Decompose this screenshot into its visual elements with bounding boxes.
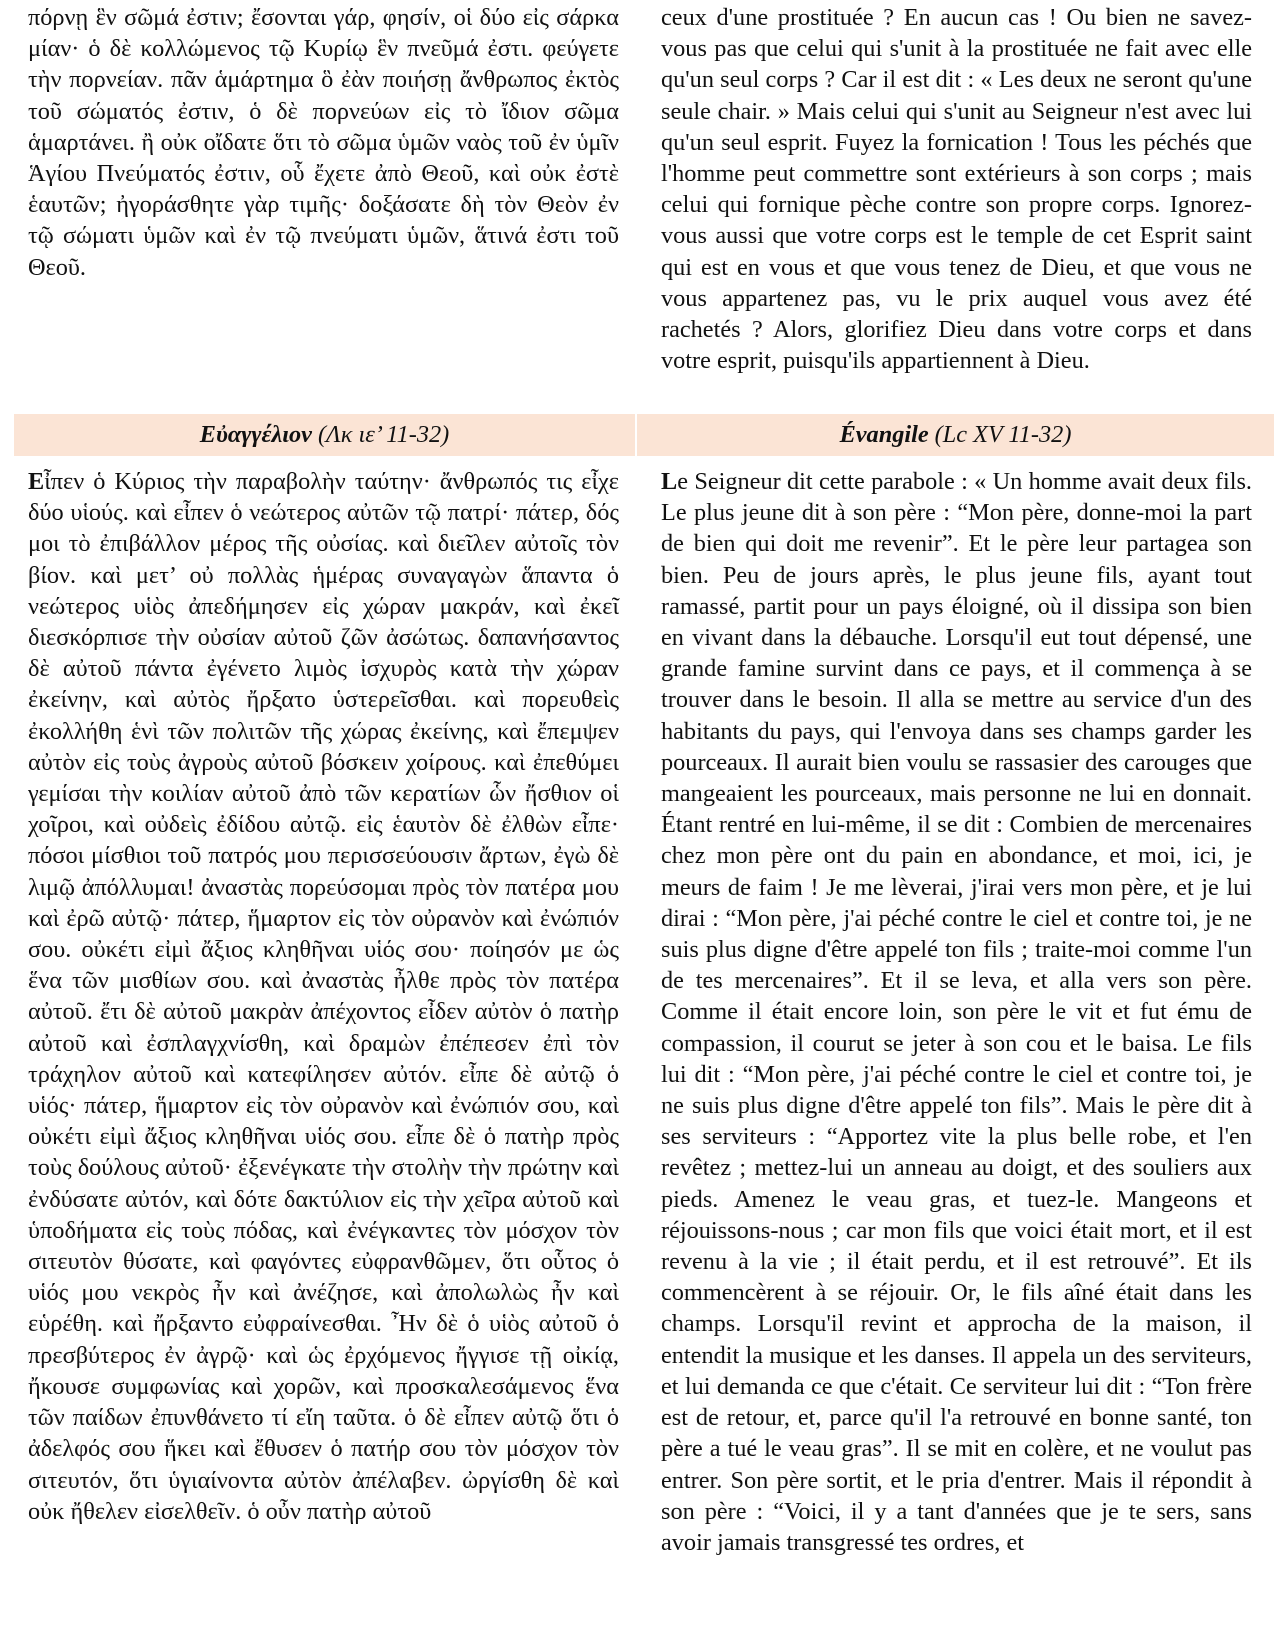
gospel-french-column [637, 466, 1274, 1558]
gospel-french-text: e Seigneur dit cette parabole : « Un homme avait deux fils. Le plus jeune dit à son père : “Mon père, donne-moi la part de bien qui doit me revenir”. Et le père leur partagea son bien. Peu de jours après, le plus jeune fils, ayant tout ramassé, partit pour un pays éloigné, où il dissipa son bien en vivant dans la débauche. Lorsqu'il eut tout dépensé, une grande famine survint dans ce pays, et il commença à se trouver dans le besoin. Il alla se mettre au service d'un des habitants du pays, qui l'envoya dans ses champs garder les pourceaux. Il aurait bien voulu se rassasier des carouges que mangeaient les pourceaux, mais personne ne lui en donnait. Étant rentré en lui-même, il se dit : Combien de mercenaires chez mon père ont du pain en abondance, et moi, ici, je meurs de faim ! Je me lèverai, j'irai vers mon père, et je lui dirai : “Mon père, j'ai péché contre le ciel et contre toi, je ne suis plus digne d'être appelé ton fils ; traite-moi comme l'un de tes mercenaires”. Et il se leva, et alla vers son père. Comme il était encore loin, son père le vit et fut ému de compassion, il courut se jeter à son cou et le baisa. Le fils lui dit : “Mon père, j'ai péché contre le ciel et contre toi, je ne suis plus digne d'être appelé ton fils”. Mais le père dit à ses serviteurs : “Apportez vite la plus belle robe, et l'en revêtez ; mettez-lui un anneau au doigt, et des souliers aux pieds. Amenez le veau gras, et tuez-le. Mangeons et réjouissons-nous ; car mon fils que voici était mort, et il est revenu à la vie ; il était perdu, et il est retrouvé”. Et ils commencèrent à se réjouir. Or, le fils aîné était dans les champs. Lorsqu'il revint et approcha de la maison, il entendit la musique et les danses. Il appela un des serviteurs, et lui demanda ce que c'était. Ce serviteur lui dit : “Ton frère est de retour, et, parce qu'il l'a retrouvé en bonne santé, ton père a tué le veau gras”. Il se mit en colère, et ne voulut pas entrer. Son père sortit, et le pria d'entrer. Mais il répondit à son père : “Voici, il y a tant d'années que je te sers, sans avoir jamais transgressé tes ordres, et [661, 468, 1252, 1556]
gospel-french-initial: L [661, 468, 678, 495]
gospel-section [14, 466, 1274, 1558]
gospel-greek-heading-title: Εὐαγγέλιον [199, 421, 312, 448]
epistle-section [14, 0, 1274, 376]
gospel-greek-paragraph [28, 466, 619, 1527]
gospel-french-heading [637, 414, 1274, 456]
gospel-greek-text: ἶπεν ὁ Κύριος τὴν παραβολὴν ταύτην· ἄνθρωπός τις εἶχε δύο υἱούς. καὶ εἶπεν ὁ νεώτερος αὐτῶν τῷ πατρί· πάτερ, δός μοι τὸ ἐπιβάλλον μέρος τῆς οὐσίας. καὶ διεῖλεν αὐτοῖς τὸν βίον. καὶ μετ’ οὐ πολλὰς ἡμέρας συναγαγὼν ἅπαντα ὁ νεώτερος υἱὸς ἀπεδήμησεν εἰς χώραν μακράν, καὶ ἐκεῖ διεσκόρπισε τὴν οὐσίαν αὐτοῦ ζῶν ἀσώτως. δαπανήσαντος δὲ αὐτοῦ πάντα ἐγένετο λιμὸς ἰσχυρὸς κατὰ τὴν χώραν ἐκείνην, καὶ αὐτὸς ἤρξατο ὑστερεῖσθαι. καὶ πορευθεὶς ἐκολλήθη ἑνὶ τῶν πολιτῶν τῆς χώρας ἐκείνης, καὶ ἔπεμψεν αὐτὸν εἰς τοὺς ἀγροὺς αὐτοῦ βόσκειν χοίρους. καὶ ἐπεθύμει γεμίσαι τὴν κοιλίαν αὐτοῦ ἀπὸ τῶν κερατίων ὧν ἤσθιον οἱ χοῖροι, καὶ οὐδεὶς ἐδίδου αὐτῷ. εἰς ἑαυτὸν δὲ ἐλθὼν εἶπε· πόσοι μίσθιοι τοῦ πατρός μου περισσεύουσιν ἄρτων, ἐγὼ δὲ λιμῷ ἀπόλλυμαι! ἀναστὰς πορεύσομαι πρὸς τὸν πατέρα μου καὶ ἐρῶ αὐτῷ· πάτερ, ἥμαρτον εἰς τὸν οὐρανὸν καὶ ἐνώπιόν σου. οὐκέτι εἰμὶ ἄξιος κληθῆναι υἱός σου· ποίησόν με ὡς ἕνα τῶν μισθίων σου. καὶ ἀναστὰς ἦλθε πρὸς τὸν πατέρα αὐτοῦ. ἔτι δὲ αὐτοῦ μακρὰν ἀπέχοντος εἶδεν αὐτὸν ὁ πατὴρ αὐτοῦ καὶ ἐσπλαγχνίσθη, καὶ δραμὼν ἐπέπεσεν ἐπὶ τὸν τράχηλον αὐτοῦ καὶ κατεφίλησεν αὐτόν. εἶπε δὲ αὐτῷ ὁ υἱός· πάτερ, ἥμαρτον εἰς τὸν οὐρανὸν καὶ ἐνώπιόν σου, καὶ οὐκέτι εἰμὶ ἄξιος κληθῆναι υἱός σου. εἶπε δὲ ὁ πατὴρ πρὸς τοὺς δούλους αὐτοῦ· ἐξενέγκατε τὴν στολὴν τὴν πρώτην καὶ ἐνδύσατε αὐτόν, καὶ δότε δακτύλιον εἰς τὴν χεῖρα αὐτοῦ καὶ ὑποδήματα εἰς τοὺς πόδας, καὶ ἐνέγκαντες τὸν μόσχον τὸν σιτευτὸν θύσατε, καὶ φαγόντες εὐφρανθῶμεν, ὅτι οὗτος ὁ υἱός μου νεκρὸς ἦν καὶ ἀνέζησε, καὶ ἀπολωλὼς ἦν καὶ εὑρέθη. καὶ ἤρξαντο εὐφραίνεσθαι. Ἦν δὲ ὁ υἱὸς αὐτοῦ ὁ πρεσβύτερος ἐν ἀγρῷ· καὶ ὡς ἐρχόμενος ἤγγισε τῇ οἰκίᾳ, ἤκουσε συμφωνίας καὶ χορῶν, καὶ προσκαλεσάμενος ἕνα τῶν παίδων ἐπυνθάνετο τί εἴη ταῦτα. ὁ δὲ εἶπεν αὐτῷ ὅτι ὁ ἀδελφός σου ἥκει καὶ ἔθυσεν ὁ πατήρ σου τὸν μόσχον τὸν σιτευτόν, ὅτι ὑγιαίνοντα αὐτὸν ἀπέλαβεν. ὠργίσθη δὲ καὶ οὐκ ἤθελεν εἰσελθεῖν. ὁ οὖν πατὴρ αὐτοῦ [28, 468, 619, 1525]
epistle-greek-column [14, 0, 637, 376]
gospel-heading-band [14, 414, 1274, 456]
epistle-french-text: ceux d'une prostituée ? En aucun cas ! Ou bien ne savez-vous pas que celui qui s'unit à la prostituée ne fait avec elle qu'un seul corps ? Car il est dit : « Les deux ne seront qu'une seule chair. » Mais celui qui s'unit au Seigneur n'est avec lui qu'un seul esprit. Fuyez la fornication ! Tous les péchés que l'homme peut commettre sont extérieurs à son corps ; mais celui qui fornique pèche contre son propre corps. Ignorez-vous aussi que votre corps est le temple de cet Esprit saint qui est en vous et que vous tenez de Dieu, et que vous ne vous appartenez pas, vu le prix auquel vous avez été rachetés ? Alors, glorifiez Dieu dans votre corps et dans votre esprit, puisqu'ils appartiennent à Dieu. [661, 4, 1252, 375]
gospel-french-paragraph [661, 466, 1252, 1558]
gospel-greek-column [14, 466, 637, 1558]
gospel-greek-heading-ref: (Λκ ιε’ 11-32) [317, 421, 450, 448]
gospel-greek-initial: Ε [28, 468, 45, 495]
gospel-french-heading-title: Évangile [839, 421, 929, 448]
epistle-greek-text: πόρνῃ ἓν σῶμά ἐστιν; ἔσονται γάρ, φησίν, οἱ δύο εἰς σάρκα μίαν· ὁ δὲ κολλώμενος τῷ Κυρίῳ ἓν πνεῦμά ἐστι. φεύγετε τὴν πορνείαν. πᾶν ἁμάρτημα ὃ ἐὰν ποιήσῃ ἄνθρωπος ἐκτὸς τοῦ σώματός ἐστιν, ὁ δὲ πορνεύων εἰς τὸ ἴδιον σῶμα ἁμαρτάνει. ἢ οὐκ οἴδατε ὅτι τὸ σῶμα ὑμῶν ναὸς τοῦ ἐν ὑμῖν Ἁγίου Πνεύματός ἐστιν, οὗ ἔχετε ἀπὸ Θεοῦ, καὶ οὐκ ἐστὲ ἑαυτῶν; ἠγοράσθητε γὰρ τιμῆς· δοξάσατε δὴ τὸν Θεὸν ἐν τῷ σώματι ὑμῶν καὶ ἐν τῷ πνεύματι ὑμῶν, ἅτινά ἐστι τοῦ Θεοῦ. [28, 4, 619, 281]
epistle-french-column [637, 0, 1274, 376]
gospel-french-heading-ref: (Lc XV 11-32) [934, 421, 1072, 448]
gospel-greek-heading [14, 414, 637, 456]
